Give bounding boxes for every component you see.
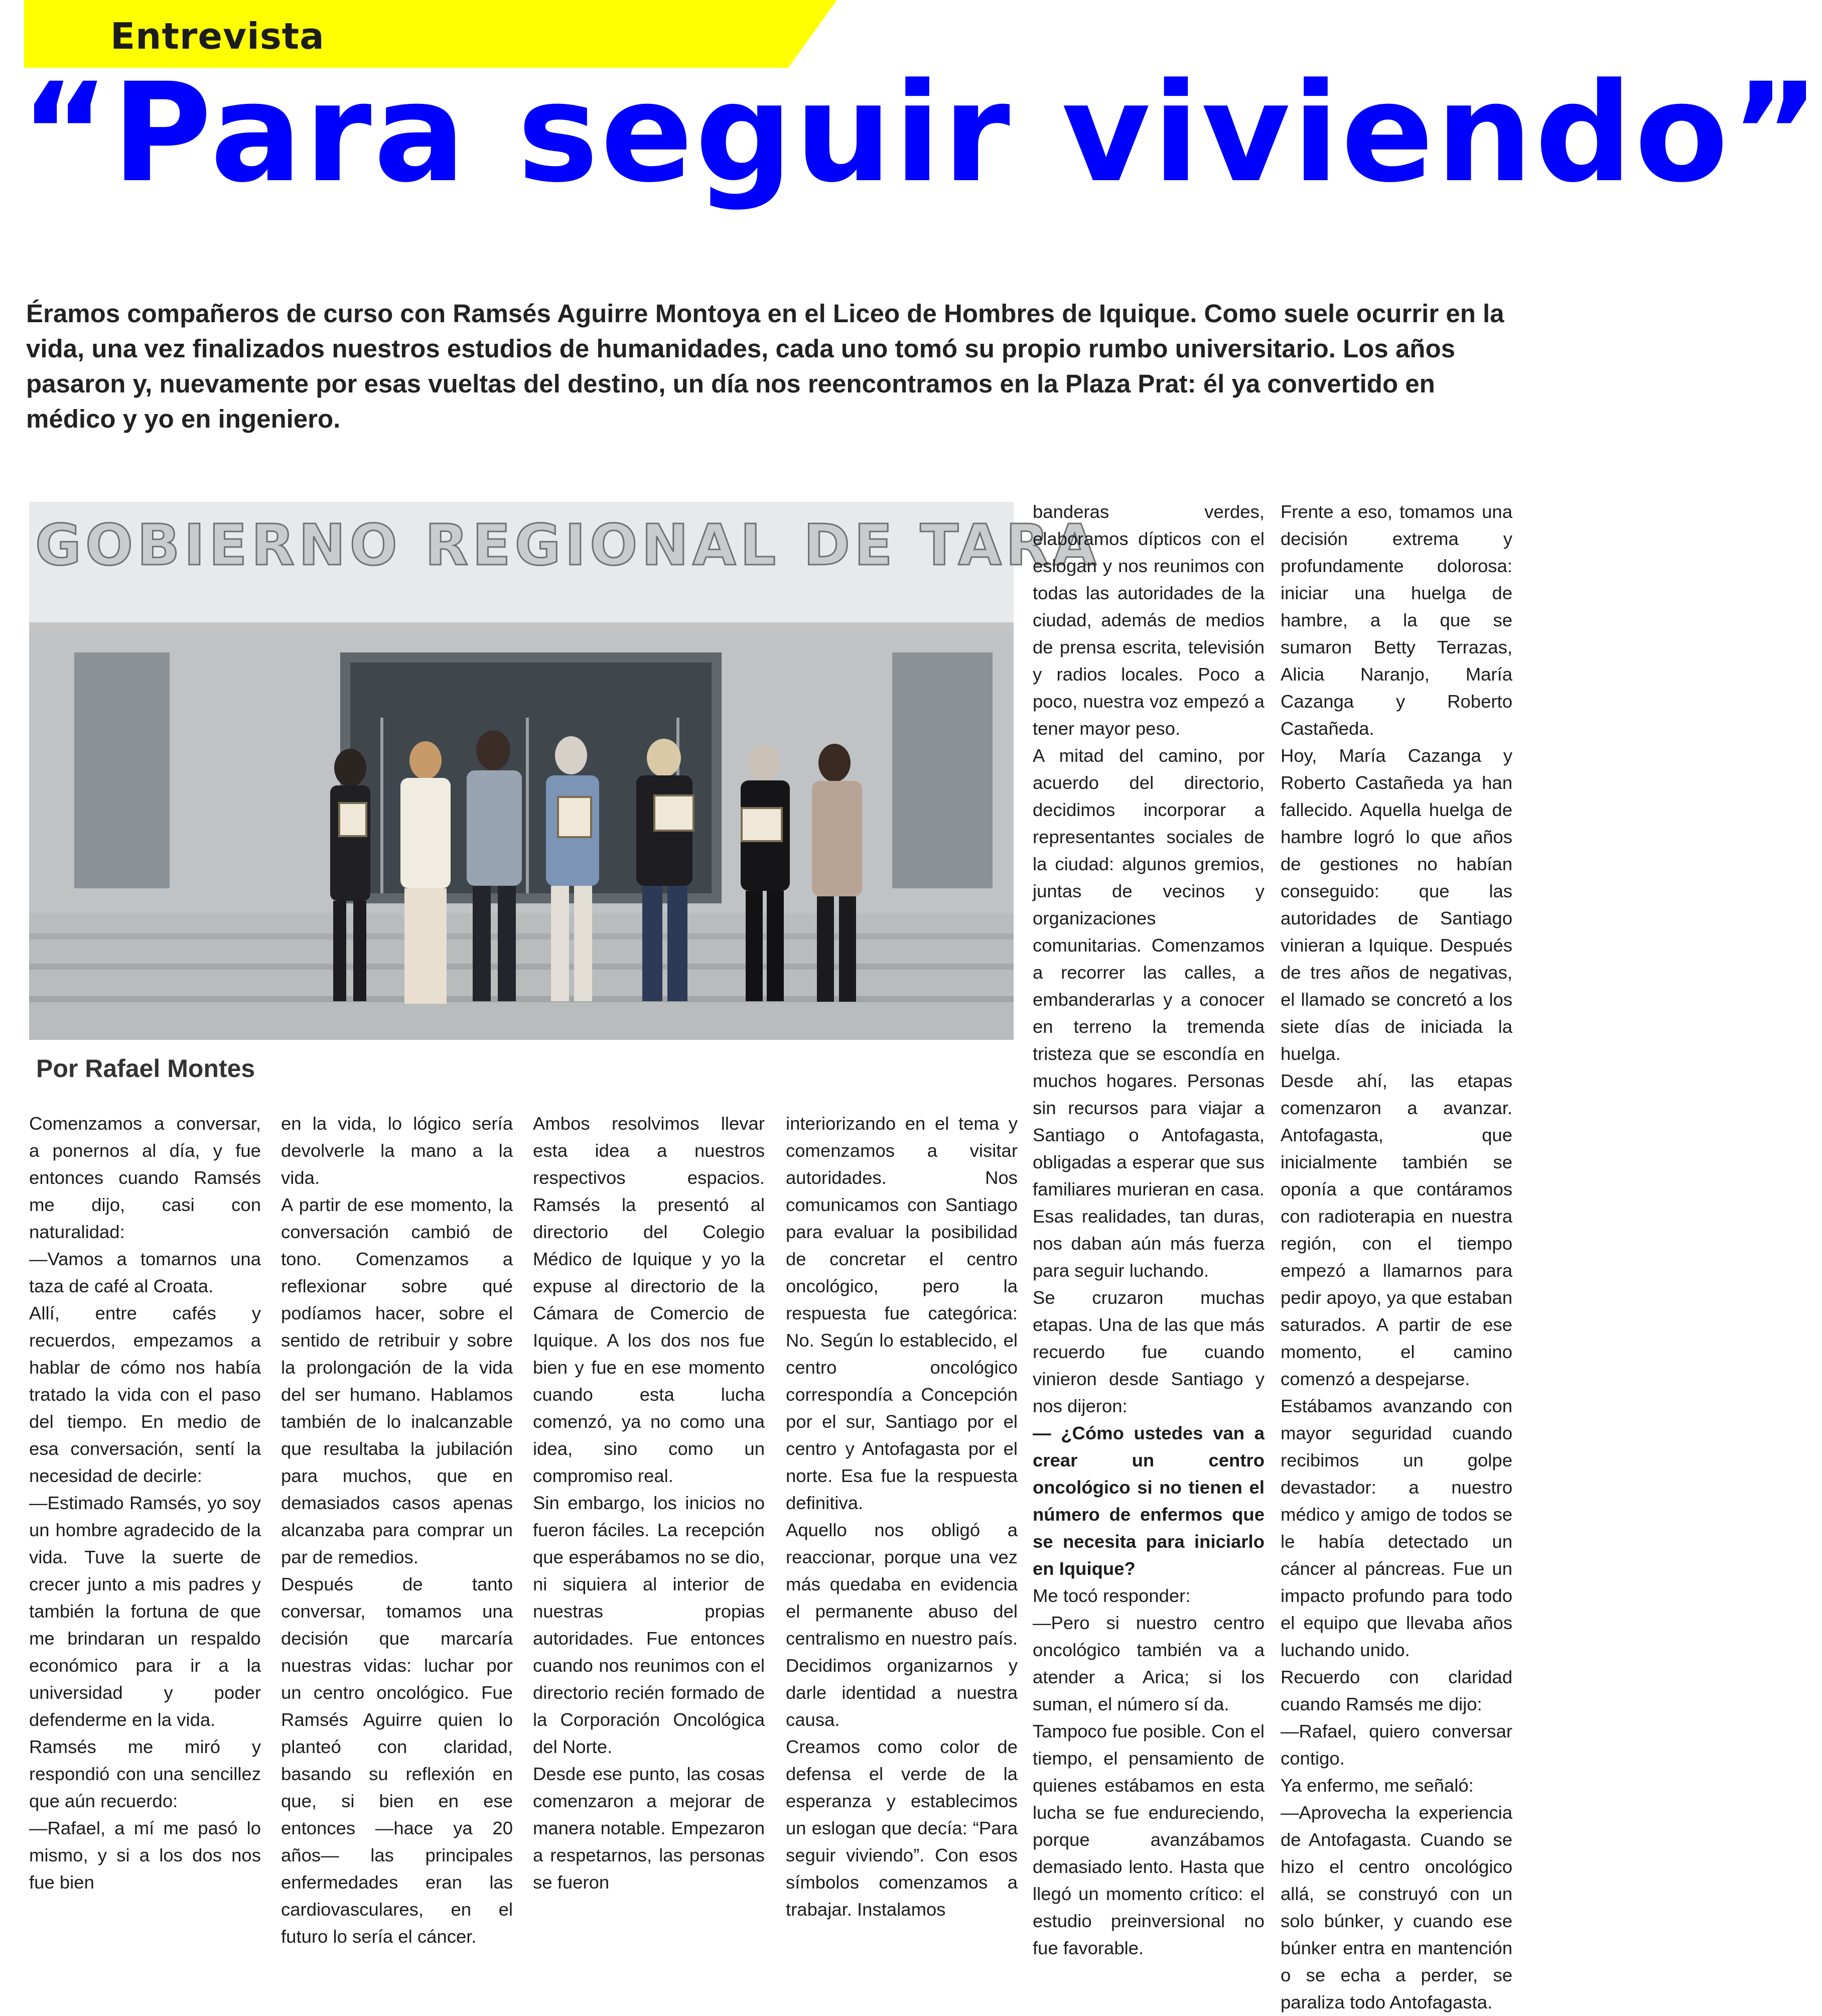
lede: Éramos compañeros de curso con Ramsés Aguirre Montoya en el Liceo de Hombres de Iquique. Como suele ocurrir en la vida, una vez finalizados nuestros estudios de humanidades, cada uno tomó su propio rumbo universitario. Los años pasaron y, nuevamente por esas vueltas del destino, un día nos reencontramos en la Plaza Prat: él ya convertido en médico y yo en ingeniero. xyxy=(26,299,1504,433)
paragraph: banderas verdes, elaboramos dípticos con el eslogan y nos reunimos con todas las autoridades de la ciudad, además de medios de prensa escrita, televisión y radios locales. Poco a poco, nuestra voz empezó a tener mayor peso. xyxy=(1033,501,1265,739)
paragraph: —Vamos a tomarnos una taza de café al Croata. xyxy=(29,1249,261,1296)
paragraph: Comenzamos a conversar, a ponernos al día, y fue entonces cuando Ramsés me dijo, casi con naturalidad: xyxy=(29,1113,261,1242)
paragraph: Recuerdo con claridad cuando Ramsés me dijo: xyxy=(1281,1667,1512,1714)
paragraph: Allí, entre cafés y recuerdos, empezamos a hablar de cómo nos había tratado la vida con el paso del tiempo. En medio de esa conversación, sentí la necesidad de decirle: xyxy=(29,1303,261,1486)
byline: Por Rafael Montes xyxy=(36,1054,255,1083)
paragraph: — ¿Cómo ustedes van a crear un centro oncológico si no tienen el número de enfermos que se necesita para iniciarlo en Iquique? xyxy=(1033,1423,1265,1579)
article-column-3 xyxy=(533,1110,765,1896)
paragraph: Ambos resolvimos llevar esta idea a nuestros respectivos espacios. Ramsés la presentó al directorio del Colegio Médico de Iquique y yo la expuse al directorio de la Cámara de Comercio de Iquique. A los dos nos fue bien y fue en ese momento cuando esta lucha comenzó, ya no como una idea, sino como un compromiso real. xyxy=(533,1113,765,1486)
article-column-4 xyxy=(786,1110,1018,1923)
paragraph: interiorizando en el tema y comenzamos a visitar autoridades. Nos comunicamos con Santiago para evaluar la posibilidad de concretar el centro oncológico, pero la respuesta fue categórica: No. Según lo establecido, el centro oncológico correspondía a Concepción por el sur, Santiago por el centro y Antofagasta por el norte. Esa fue la respuesta definitiva. xyxy=(786,1113,1018,1513)
paragraph: Se cruzaron muchas etapas. Una de las que más recuerdo fue cuando vinieron desde Santiago y nos dijeron: xyxy=(1033,1287,1265,1416)
article-column-1 xyxy=(29,1110,261,1896)
paragraph: —Estimado Ramsés, yo soy un hombre agradecido de la vida. Tuve la suerte de crecer junto a mis padres y también la fortuna de que me brindaran un respaldo económico para ir a la universidad y poder defenderme en la vida. xyxy=(29,1493,261,1730)
section-label: Entrevista xyxy=(110,15,325,57)
paragraph: —Pero si nuestro centro oncológico también va a atender a Arica; si los suman, el número sí da. xyxy=(1033,1612,1265,1714)
paragraph: Desde ese punto, las cosas comenzaron a mejorar de manera notable. Empezaron a respetarnos, las personas se fueron xyxy=(533,1764,765,1893)
paragraph: —Aprovecha la experiencia de Antofagasta. Cuando se hizo el centro oncológico allá, se construyó con un solo búnker, y cuando ese búnker entra en mantención o se echa a perder, se paraliza todo Antofagasta. xyxy=(1281,1802,1512,2012)
article-photo xyxy=(29,502,1100,1040)
article-column-6 xyxy=(1281,498,1512,2016)
headline: “Para seguir viviendo” xyxy=(20,54,1822,213)
photo-illustration xyxy=(29,502,1100,1040)
paragraph: Aquello nos obligó a reaccionar, porque una vez más quedaba en evidencia el permanente abuso del centralismo en nuestro país. Decidimos organizarnos y darle identidad a nuestra causa. xyxy=(786,1520,1018,1730)
paragraph: Desde ahí, las etapas comenzaron a avanzar. Antofagasta, que inicialmente también se oponía a que contáramos con radioterapia en nuestra región, con el tiempo empezó a llamarnos para pedir apoyo, ya que estaban saturados. A partir de ese momento, el camino comenzó a despejarse. xyxy=(1281,1070,1512,1389)
paragraph: A partir de ese momento, la conversación cambió de tono. Comenzamos a reflexionar sobre qué podíamos hacer, sobre el sentido de retribuir y sobre la prolongación de la vida del ser humano. Hablamos también de lo inalcanzable que resultaba la jubilación para muchos, que en demasiados casos apenas alcanzaba para comprar un par de remedios. xyxy=(281,1194,513,1567)
paragraph: Sin embargo, los inicios no fueron fáciles. La recepción que esperábamos no se dio, ni siquiera al interior de nuestras propias autoridades. Fue entonces cuando nos reunimos con el directorio recién formado de la Corporación Oncológica del Norte. xyxy=(533,1493,765,1757)
article-column-5 xyxy=(1033,498,1265,1962)
article-column-2 xyxy=(281,1110,513,1950)
paragraph: Frente a eso, tomamos una decisión extrema y profundamente dolorosa: iniciar una huelga de hambre, a la que se sumaron Betty Terrazas, Alicia Naranjo, María Cazanga y Roberto Castañeda. xyxy=(1281,501,1512,739)
paragraph: Tampoco fue posible. Con el tiempo, el pensamiento de quienes estábamos en esta lucha se fue endureciendo, porque avanzábamos demasiado lento. Hasta que llegó un momento crítico: el estudio preinversional no fue favorable. xyxy=(1033,1721,1265,1958)
building-sign: GOBIERNO REGIONAL DE TARA xyxy=(35,513,1100,578)
paragraph: —Rafael, quiero conversar contigo. xyxy=(1281,1721,1512,1769)
paragraph: Después de tanto conversar, tomamos una decisión que marcaría nuestras vidas: luchar por un centro oncológico. Fue Ramsés Aguirre quien lo planteó con claridad, basando su reflexión en que, si bien en ese entonces —hace ya 20 años— las principales enfermedades eran las cardiovasculares, en el futuro lo sería el cáncer. xyxy=(281,1574,513,1947)
paragraph: —Rafael, a mí me pasó lo mismo, y si a los dos nos fue bien xyxy=(29,1818,261,1893)
paragraph: Creamos como color de defensa el verde de la esperanza y establecimos un eslogan que decía: “Para seguir viviendo”. Con esos símbolos comenzamos a trabajar. Instalamos xyxy=(786,1736,1018,1920)
paragraph: Ramsés me miró y respondió con una sencillez que aún recuerdo: xyxy=(29,1736,261,1811)
paragraph: Hoy, María Cazanga y Roberto Castañeda ya han fallecido. Aquella huelga de hambre logró lo que años de gestiones no habían conseguido: que las autoridades de Santiago vinieran a Iquique. Después de tres años de negativas, el llamado se concretó a los siete días de iniciada la huelga. xyxy=(1281,745,1512,1064)
paragraph: Ya enfermo, me señaló: xyxy=(1281,1775,1474,1796)
paragraph: Estábamos avanzando con mayor seguridad cuando recibimos un golpe devastador: a nuestro médico y amigo de todos se le había detectado un cáncer al páncreas. Fue un impacto profundo para todo el equipo que llevaba años luchando unido. xyxy=(1281,1396,1512,1660)
paragraph: en la vida, lo lógico sería devolverle la mano a la vida. xyxy=(281,1113,513,1188)
paragraph: A mitad del camino, por acuerdo del directorio, decidimos incorporar a representantes sociales de la ciudad: algunos gremios, juntas de vecinos y organizaciones comunitarias. Comenzamos a recorrer las calles, a embanderarlas y a conocer en terreno la tremenda tristeza que se escondía en muchos hogares. Personas sin recursos para viajar a Santiago o Antofagasta, obligadas a esperar que sus familiares murieran en casa. Esas realidades, tan duras, nos daban aún más fuerza para seguir luchando. xyxy=(1033,745,1265,1281)
paragraph: Me tocó responder: xyxy=(1033,1585,1191,1606)
